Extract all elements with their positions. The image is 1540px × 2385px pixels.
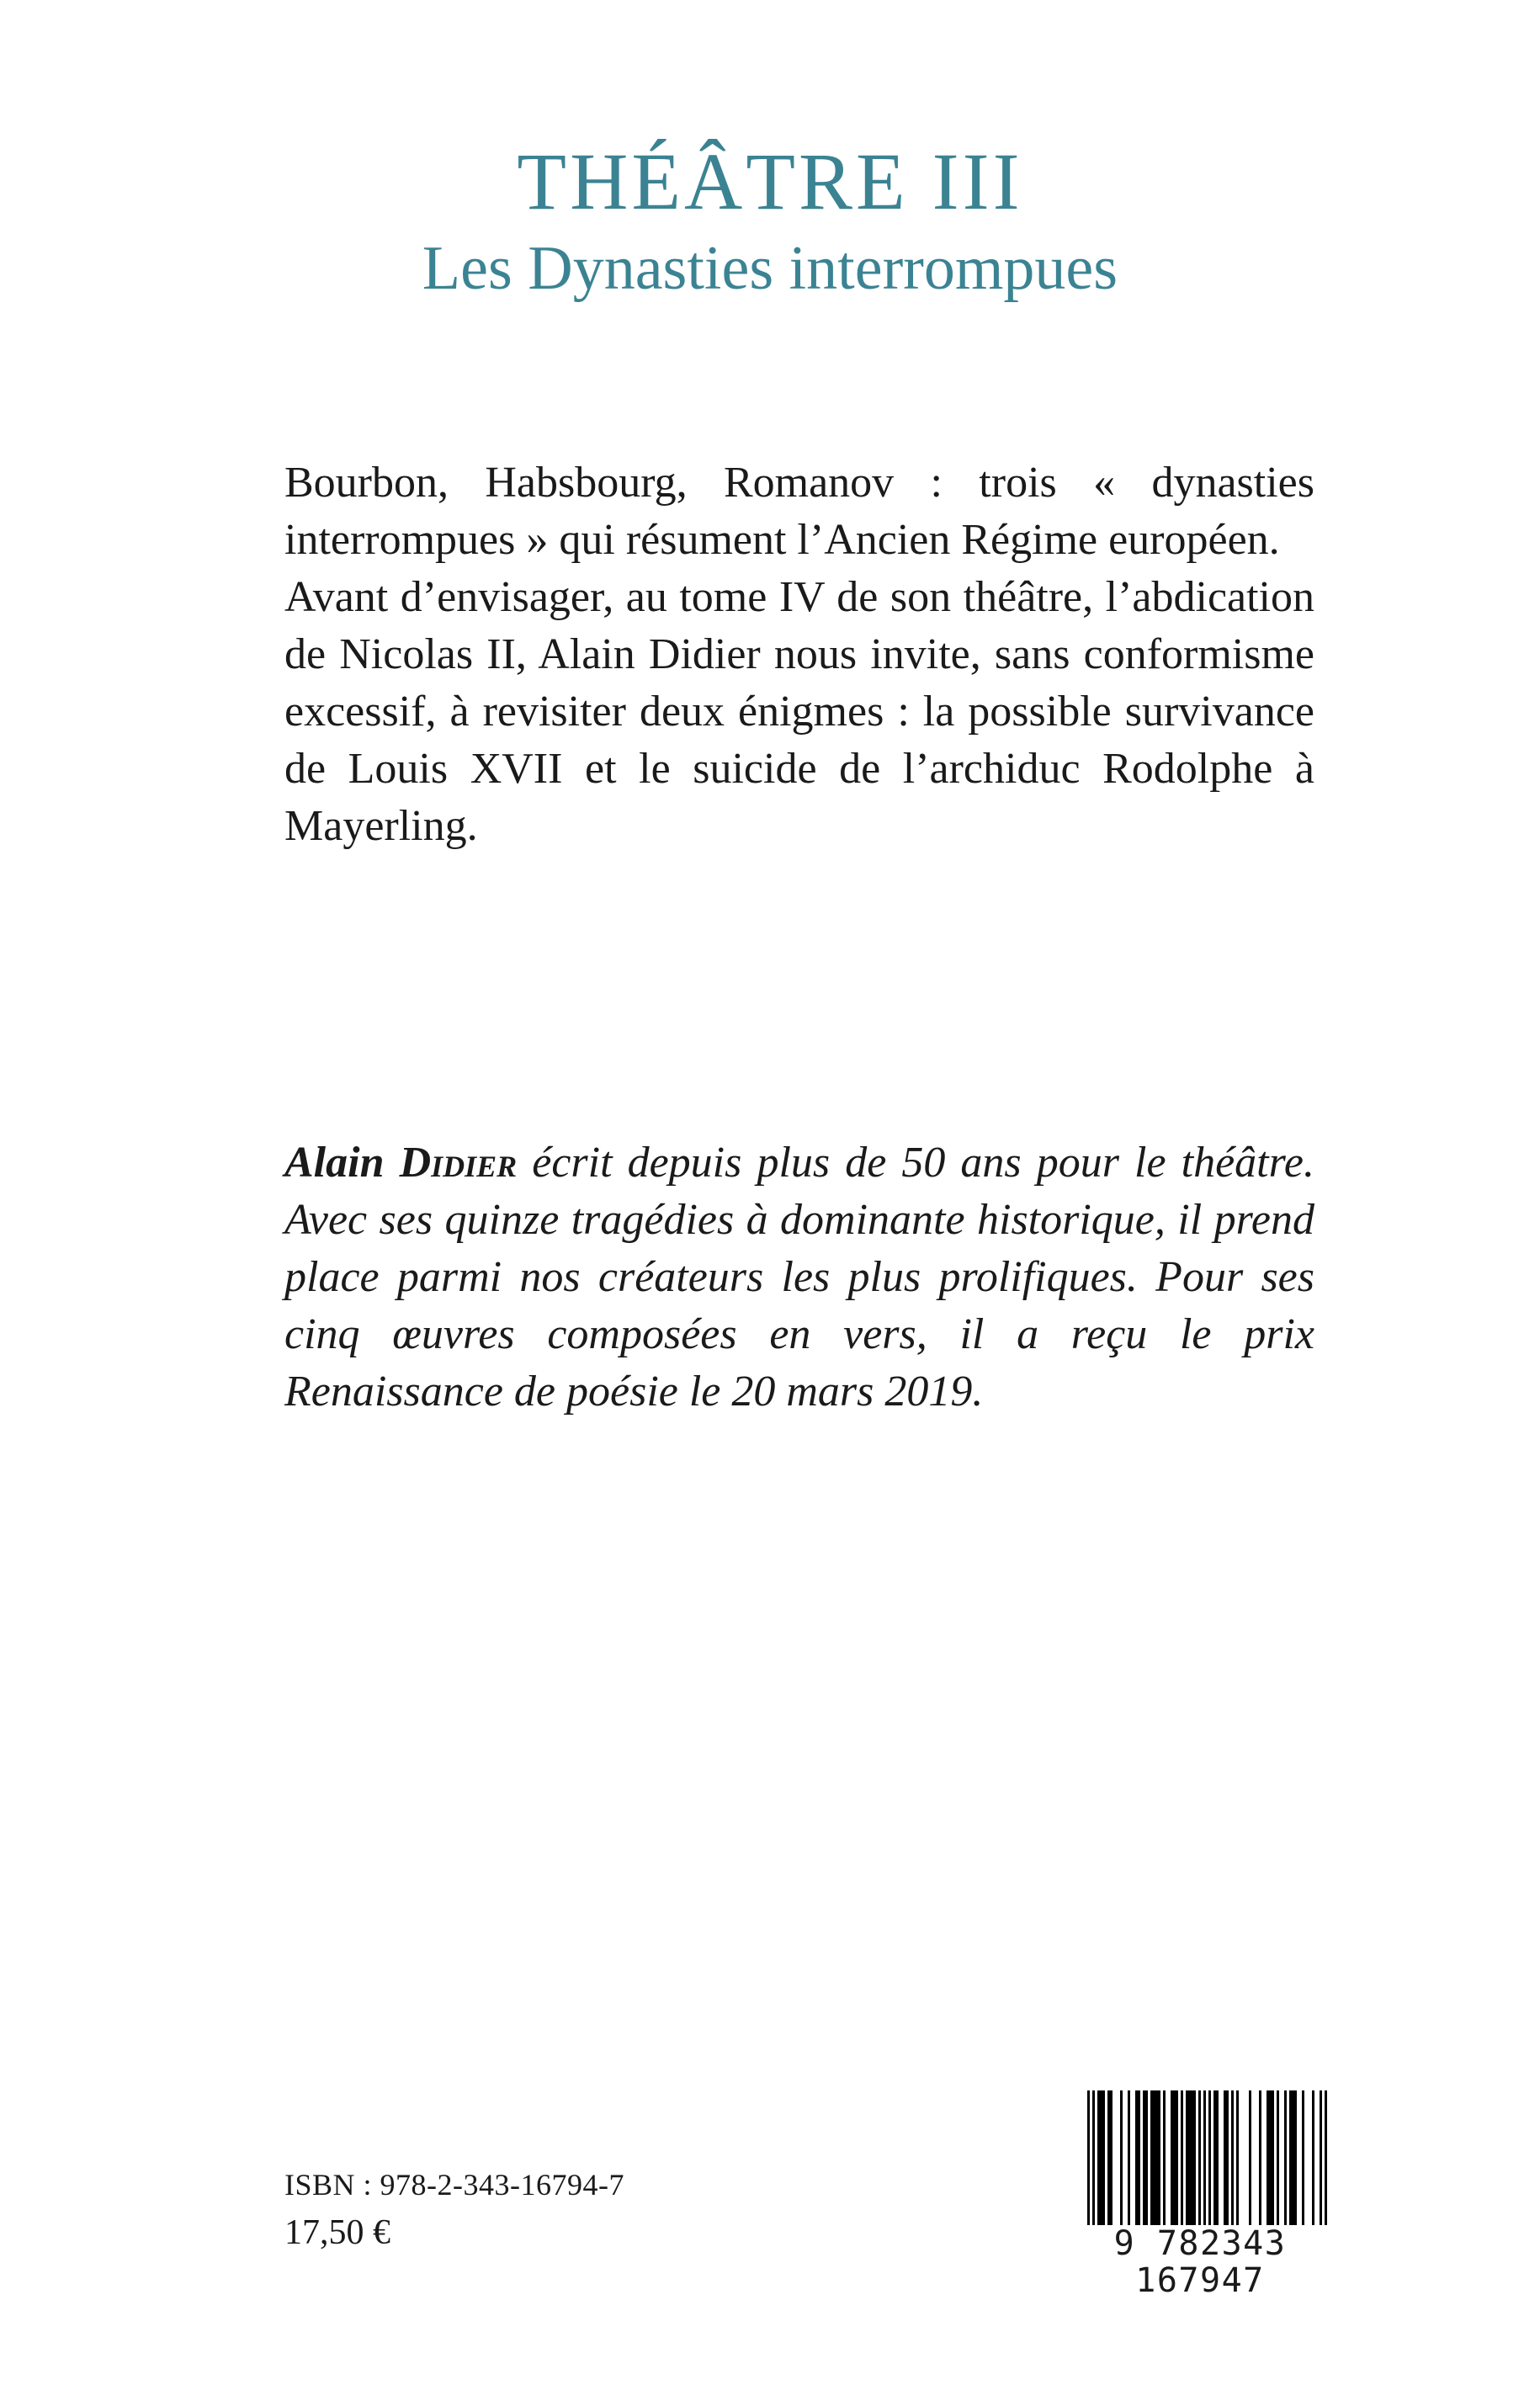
barcode-bar bbox=[1208, 2090, 1211, 2225]
barcode-bar bbox=[1107, 2090, 1110, 2225]
barcode bbox=[1057, 2090, 1343, 2300]
barcode-bar bbox=[1143, 2090, 1145, 2225]
barcode-bar bbox=[1226, 2090, 1229, 2225]
barcode-bar bbox=[1110, 2090, 1113, 2225]
barcode-bar bbox=[1325, 2090, 1327, 2225]
barcode-bar bbox=[1102, 2090, 1105, 2225]
barcode-bar bbox=[1259, 2090, 1261, 2225]
barcode-bar bbox=[1272, 2090, 1274, 2225]
barcode-bar bbox=[1292, 2090, 1294, 2225]
book-title: THÉÂTRE III bbox=[517, 136, 1023, 226]
author-first-name: Alain bbox=[284, 1139, 385, 1187]
barcode-bar bbox=[1284, 2090, 1287, 2225]
barcode-bar bbox=[1320, 2090, 1322, 2225]
barcode-bar bbox=[1158, 2090, 1160, 2225]
barcode-bar bbox=[1100, 2090, 1102, 2225]
blurb-paragraph-2: Avant d’envisager, au tome IV de son théâtre, l’abdication de Nicolas II, Alain Didier nous invite, sans conformisme excessif, à revisiter deux énigmes : la possible survivance de Louis XVII et le suicide de l’archiduc Rodolphe à Mayerling. bbox=[284, 573, 1314, 850]
barcode-bar bbox=[1302, 2090, 1304, 2225]
author-bio-text: écrit depuis plus de 50 ans pour le théâtre. Avec ses quinze tragédies à dominante historique, il prend place parmi nos créateurs les plus prolifiques. Pour ses cinq œuvres composées en vers, il a reçu le prix Renaissance de poésie le 20 mars 2019. bbox=[284, 1139, 1314, 1416]
barcode-bar bbox=[1224, 2090, 1226, 2225]
barcode-bar bbox=[1213, 2090, 1216, 2225]
barcode-bar bbox=[1249, 2090, 1251, 2225]
barcode-bar bbox=[1145, 2090, 1148, 2225]
barcode-bar bbox=[1231, 2090, 1234, 2225]
barcode-bar bbox=[1203, 2090, 1206, 2225]
price-label: 17,50 € bbox=[284, 2213, 390, 2252]
barcode-bar bbox=[1135, 2090, 1138, 2225]
barcode-bar bbox=[1097, 2090, 1100, 2225]
barcode-bar bbox=[1236, 2090, 1239, 2225]
barcode-bar bbox=[1193, 2090, 1196, 2225]
barcode-bar bbox=[1092, 2090, 1095, 2225]
barcode-bar bbox=[1155, 2090, 1158, 2225]
barcode-bar bbox=[1267, 2090, 1269, 2225]
barcode-bar bbox=[1171, 2090, 1173, 2225]
barcode-bar bbox=[1150, 2090, 1153, 2225]
book-subtitle: Les Dynasties interrompues bbox=[422, 234, 1118, 303]
barcode-bar bbox=[1277, 2090, 1279, 2225]
author-last-name: Didier bbox=[399, 1139, 518, 1187]
barcode-bars bbox=[1057, 2090, 1343, 2225]
barcode-bar bbox=[1294, 2090, 1297, 2225]
barcode-bar bbox=[1186, 2090, 1188, 2225]
barcode-bar bbox=[1128, 2090, 1130, 2225]
barcode-bar bbox=[1269, 2090, 1272, 2225]
isbn-label: ISBN : 978-2-343-16794-7 bbox=[284, 2168, 624, 2202]
barcode-bar bbox=[1176, 2090, 1178, 2225]
barcode-digits: 9 782343 167947 bbox=[1057, 2225, 1343, 2299]
blurb-paragraph-1: Bourbon, Habsbourg, Romanov : trois « dynasties interrompues » qui résument l’Ancien Régime européen. bbox=[284, 459, 1314, 564]
barcode-bar bbox=[1138, 2090, 1140, 2225]
barcode-bar bbox=[1312, 2090, 1314, 2225]
back-cover-blurb bbox=[284, 454, 1314, 855]
barcode-bar bbox=[1173, 2090, 1176, 2225]
barcode-bar bbox=[1188, 2090, 1191, 2225]
author-bio bbox=[284, 1134, 1314, 1421]
barcode-bar bbox=[1087, 2090, 1090, 2225]
barcode-bar bbox=[1120, 2090, 1123, 2225]
barcode-bar bbox=[1198, 2090, 1201, 2225]
barcode-bar bbox=[1181, 2090, 1183, 2225]
barcode-bar bbox=[1216, 2090, 1219, 2225]
barcode-bar bbox=[1191, 2090, 1193, 2225]
barcode-bar bbox=[1163, 2090, 1166, 2225]
barcode-bar bbox=[1153, 2090, 1155, 2225]
barcode-bar bbox=[1289, 2090, 1292, 2225]
